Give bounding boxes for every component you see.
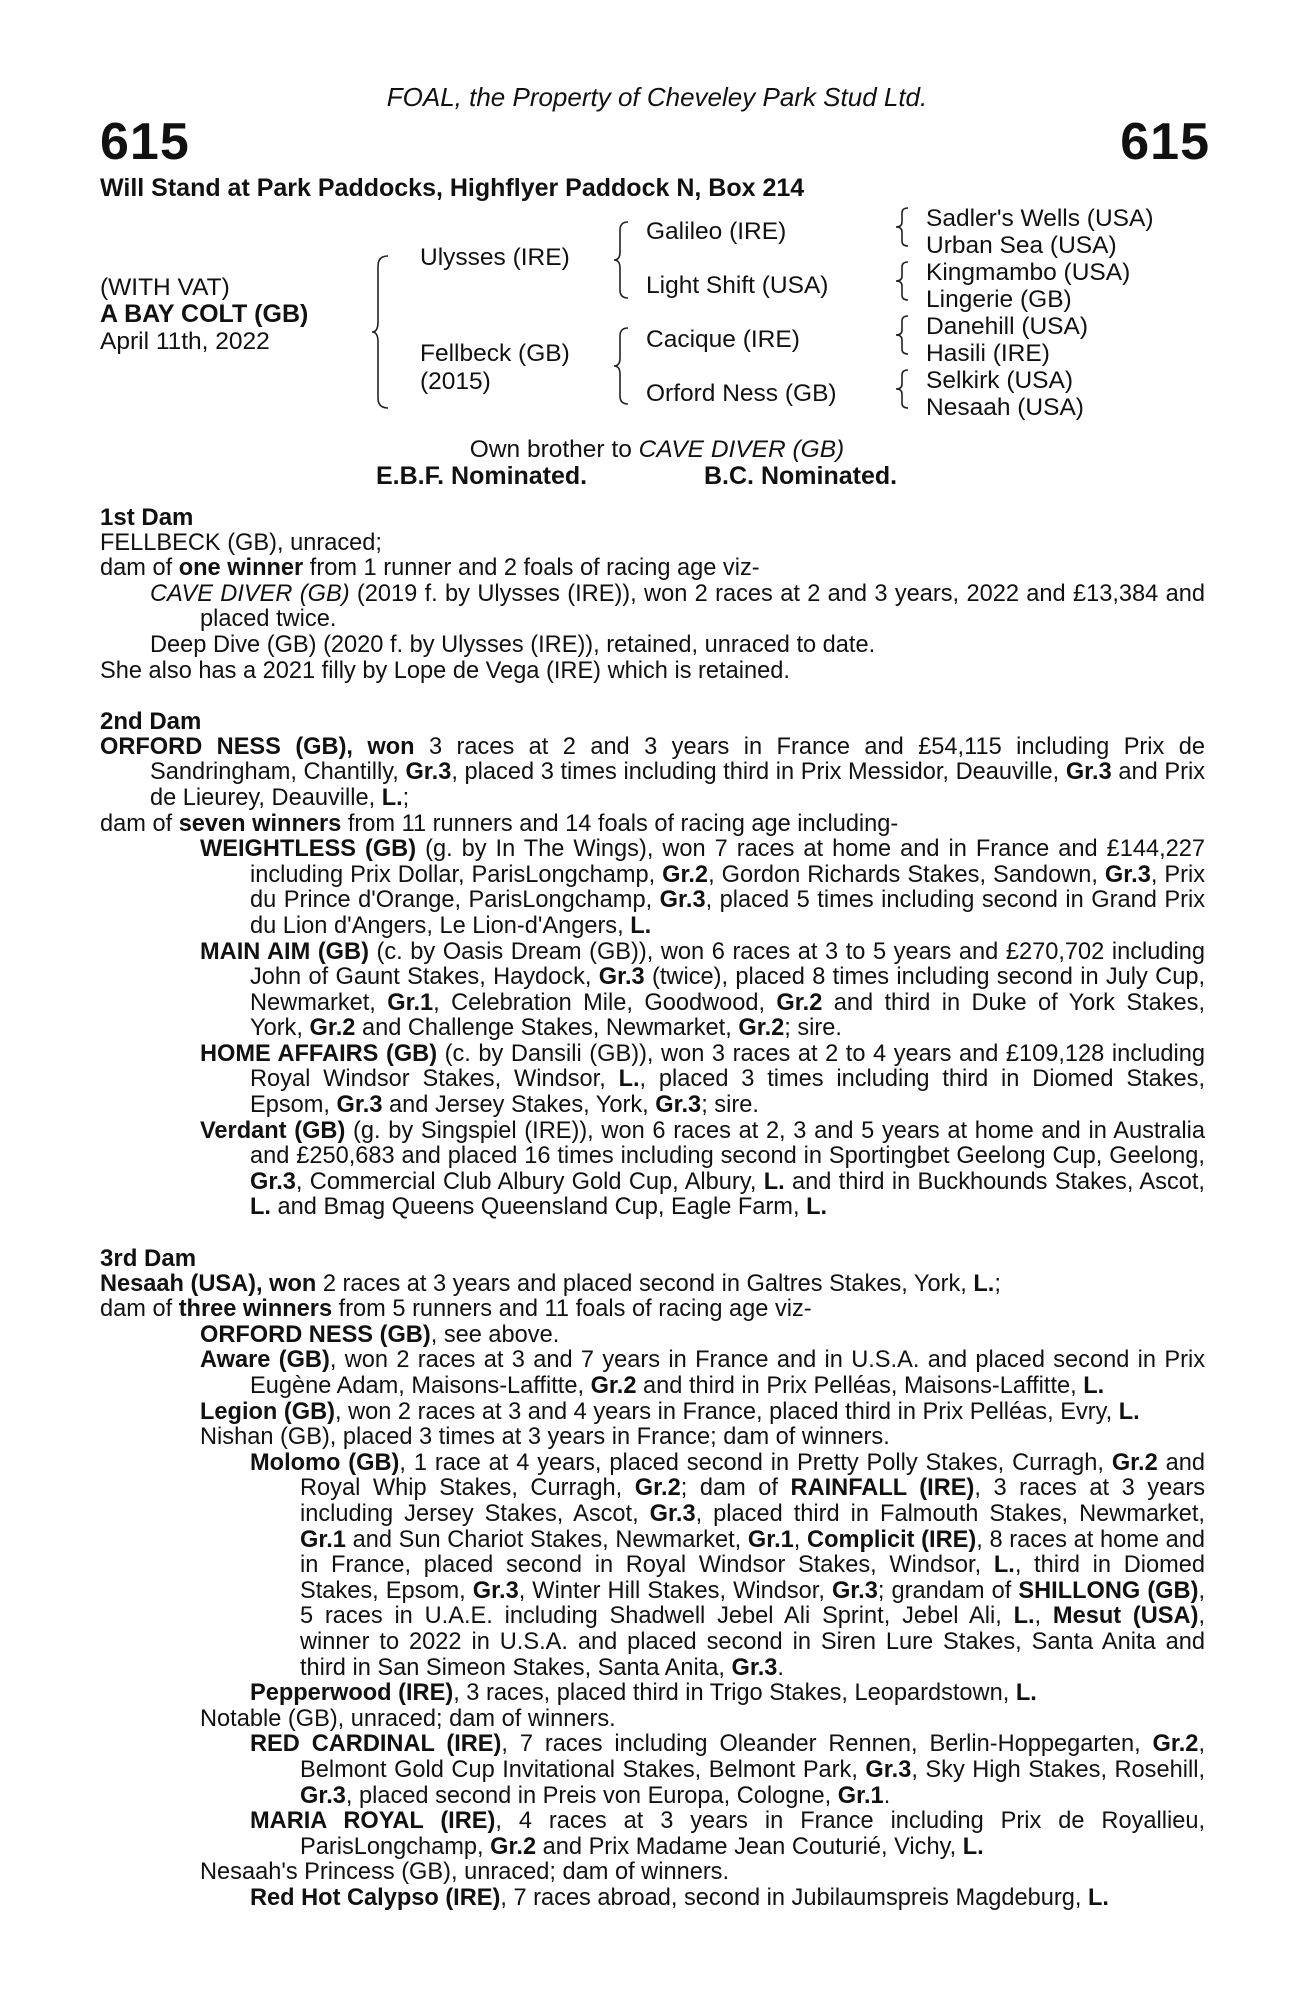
pedigree-sire-sire: Galileo (IRE) xyxy=(646,218,787,245)
dam3-granddaughter-maria-royal: MARIA ROYAL (IRE), 4 races at 3 years in France including Prix de Royallieu, ParisLongchamp, Gr.2 and Prix Madame Jean Couturié, Vichy, L. xyxy=(250,1808,1206,1860)
pedigree-dam-year: (2015) xyxy=(420,368,491,395)
pedigree-bracket-main xyxy=(370,254,390,410)
pedigree-bracket-dam xyxy=(612,326,630,406)
pedigree-dam: Fellbeck (GB) xyxy=(420,340,570,367)
pedigree-bracket-g1 xyxy=(894,206,910,248)
pedigree-g3-1: Sadler's Wells (USA) xyxy=(926,205,1154,232)
property-line: FOAL, the Property of Cheveley Park Stud Ltd. xyxy=(386,82,928,112)
pedigree-g3-8: Nesaah (USA) xyxy=(926,394,1084,421)
dam2-produce-main-aim: MAIN AIM (GB) (c. by Oasis Dream (GB)), won 6 races at 3 to 5 years and £270,702 including John of Gaunt Stakes, Haydock, Gr.3 (twice), placed 8 times including second in July Cup, Newmarket, Gr.1, Celebration Mile, Goodwood, Gr.2 and third in Duke of York Stakes, York, Gr.2 and Challenge Stakes, Newmarket, Gr.2; sire. xyxy=(200,938,1206,1042)
dam3-granddaughter-pepperwood: Pepperwood (IRE), 3 races, placed third in Trigo Stakes, Leopardstown, L. xyxy=(250,1680,1037,1707)
lot-number-right: 615 xyxy=(1120,113,1210,171)
dam2-record: ORFORD NESS (GB), won 3 races at 2 and 3 years in France and £54,115 including Prix de Sandringham, Chantilly, Gr.3, placed 3 times including third in Prix Messidor, Deauville, Gr.3 and Prix de Lieurey, Deauville, L.; xyxy=(100,733,1206,811)
dam3-produce-nishan: Nishan (GB), placed 3 times at 3 years in France; dam of winners. xyxy=(200,1424,890,1451)
dam2-produce-summary: dam of seven winners from 11 runners and 14 foals of racing age including- xyxy=(100,810,899,837)
dam2-produce-weightless: WEIGHTLESS (GB) (g. by In The Wings), won 7 races at home and in France and £144,227 including Prix Dollar, ParisLongchamp, Gr.2, Gordon Richards Stakes, Sandown, Gr.3, Prix du Prince d'Orange, ParisLongchamp, Gr.3, placed 5 times including second in Grand Prix du Lion d'Angers, Le Lion-d'Angers, L. xyxy=(200,836,1206,939)
dam3-produce-orford-ness: ORFORD NESS (GB), see above. xyxy=(200,1321,560,1348)
lot-number-left: 615 xyxy=(100,113,190,171)
pedigree-bracket-sire xyxy=(612,220,630,300)
dam3-produce-notable: Notable (GB), unraced; dam of winners. xyxy=(200,1705,616,1732)
pedigree-bracket-g3 xyxy=(894,314,910,356)
stand-line: Will Stand at Park Paddocks, Highflyer Paddock N, Box 214 xyxy=(100,174,805,202)
pedigree-g3-4: Lingerie (GB) xyxy=(926,286,1072,313)
dam1-note: She also has a 2021 filly by Lope de Vega (IRE) which is retained. xyxy=(100,657,790,684)
dam3-grandson-red-cardinal: RED CARDINAL (IRE), 7 races including Oleander Rennen, Berlin-Hoppegarten, Gr.2, Belmont Gold Cup Invitational Stakes, Belmont Park, Gr.3, Sky High Stakes, Rosehill, Gr.3, placed second in Preis von Europa, Cologne, Gr.1. xyxy=(250,1731,1205,1809)
dam1-produce-1: CAVE DIVER (GB) (2019 f. by Ulysses (IRE)), won 2 races at 2 and 3 years, 2022 and £13,384 and placed twice. xyxy=(150,580,1206,633)
dam1-heading: 1st Dam xyxy=(100,504,194,531)
pedigree-g3-7: Selkirk (USA) xyxy=(926,367,1074,394)
catalogue-body xyxy=(100,505,1205,1911)
dam3-produce-summary: dam of three winners from 5 runners and 11 foals of racing age viz- xyxy=(100,1296,812,1323)
dam3-produce-legion: Legion (GB), won 2 races at 3 and 4 years in France, placed third in Prix Pelléas, Evry, L. xyxy=(200,1398,1140,1425)
foaled-date: April 11th, 2022 xyxy=(100,328,270,355)
pedigree-g3-5: Danehill (USA) xyxy=(926,313,1089,340)
dam1-line1: FELLBECK (GB), unraced; xyxy=(100,529,382,556)
dam1-produce-2: Deep Dive (GB) (2020 f. by Ulysses (IRE)), retained, unraced to date. xyxy=(150,631,876,658)
dam3-granddaughter-molomo: Molomo (GB), 1 race at 4 years, placed second in Pretty Polly Stakes, Curragh, Gr.2 and Royal Whip Stakes, Curragh, Gr.2; dam of RAINFALL (IRE), 3 races at 3 years including Jersey Stakes, Ascot, Gr.3, placed third in Falmouth Stakes, Newmarket, Gr.1 and Sun Chariot Stakes, Newmarket, Gr.1, Complicit (IRE), 8 races at home and in France, placed second in Royal Windsor Stakes, Windsor, L., third in Diomed Stakes, Epsom, Gr.3, Winter Hill Stakes, Windsor, Gr.3; grandam of SHILLONG (GB), 5 races in U.A.E. including Shadwell Jebel Ali Sprint, Jebel Ali, L., Mesut (USA), winner to 2022 in U.S.A. and placed second in Siren Lure Stakes, Santa Anita and third in San Simeon Stakes, Santa Anita, Gr.3. xyxy=(250,1449,1206,1681)
brother-note: Own brother to CAVE DIVER (GB) xyxy=(469,436,845,463)
pedigree-g3-6: Hasili (IRE) xyxy=(926,340,1050,367)
dam1-line2: dam of one winner from 1 runner and 2 foals of racing age viz- xyxy=(100,555,760,582)
dam3-produce-nesaahs-princess: Nesaah's Princess (GB), unraced; dam of winners. xyxy=(200,1859,730,1886)
dam2-produce-home-affairs: HOME AFFAIRS (GB) (c. by Dansili (GB)), won 3 races at 2 to 4 years and £109,128 including Royal Windsor Stakes, Windsor, L., placed 3 times including third in Diomed Stakes, Epsom, Gr.3 and Jersey Stakes, York, Gr.3; sire. xyxy=(200,1040,1205,1119)
pedigree-g3-2: Urban Sea (USA) xyxy=(926,232,1117,259)
dam2-produce-verdant: Verdant (GB) (g. by Singspiel (IRE)), won 6 races at 2, 3 and 5 years at home and in Australia and £250,683 and placed 16 times including second in Sportingbet Geelong Cup, Geelong, Gr.3, Commercial Club Albury Gold Cup, Albury, L. and third in Buckhounds Stakes, Ascot, L. and Bmag Queens Queensland Cup, Eagle Farm, L. xyxy=(200,1117,1205,1221)
pedigree-g3-3: Kingmambo (USA) xyxy=(926,259,1131,286)
dam3-produce-aware: Aware (GB), won 2 races at 3 and 7 years in France and in U.S.A. and placed second in Prix Eugène Adam, Maisons-Laffitte, Gr.2 and third in Prix Pelléas, Maisons-Laffitte, L. xyxy=(200,1347,1205,1399)
dam3-grandchild-red-hot-calypso: Red Hot Calypso (IRE), 7 races abroad, second in Jubilaumspreis Magdeburg, L. xyxy=(250,1884,1109,1911)
pedigree-bracket-g4 xyxy=(894,368,910,410)
ebf-nomination: E.B.F. Nominated. xyxy=(376,462,588,490)
dam3-heading: 3rd Dam xyxy=(100,1245,197,1273)
pedigree-dam-sire: Cacique (IRE) xyxy=(646,326,800,353)
dam2-heading: 2nd Dam xyxy=(100,708,202,736)
pedigree-dam-dam: Orford Ness (GB) xyxy=(646,380,837,407)
pedigree-sire-dam: Light Shift (USA) xyxy=(646,272,829,299)
pedigree-bracket-g2 xyxy=(894,260,910,302)
pedigree-sire: Ulysses (IRE) xyxy=(420,244,570,271)
dam3-record: Nesaah (USA), won 2 races at 3 years and placed second in Galtres Stakes, York, L.; xyxy=(100,1270,1001,1297)
bc-nomination: B.C. Nominated. xyxy=(704,462,898,490)
vat-label: (WITH VAT) xyxy=(100,274,230,301)
lot-title: A BAY COLT (GB) xyxy=(100,300,309,328)
